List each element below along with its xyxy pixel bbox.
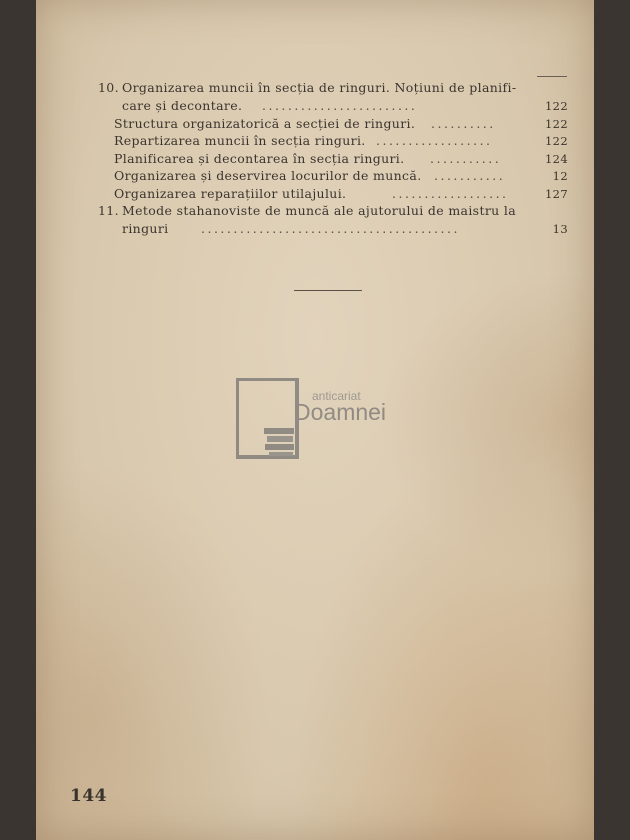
toc-entry-page: 122: [545, 117, 568, 131]
toc-entry-text: Organizarea și deservirea locurilor de muncă.: [114, 168, 422, 183]
toc-entry-page: 127: [545, 187, 568, 201]
section-end-rule: [294, 290, 362, 291]
toc-entry-text: care și decontare.: [122, 98, 243, 113]
toc-entry-page: 122: [545, 99, 568, 113]
watermark-large-text: Doamnei: [294, 399, 387, 425]
toc-entry-text: Planificarea și decontarea în secția ringuri.: [114, 151, 405, 166]
toc-entry-leader-dots: ..........: [431, 116, 496, 131]
toc-entry: [36, 201, 594, 221]
toc-entry: [36, 78, 594, 98]
toc-entry-page: 13: [552, 222, 568, 236]
toc-entry-text: Repartizarea muncii în secția ringuri.: [114, 133, 366, 148]
toc-entry-leader-dots: ...........: [434, 168, 506, 183]
toc-entry: [36, 219, 594, 239]
toc-entry-text: Metode stahanoviste de muncă ale ajutorului de maistru la: [122, 203, 517, 218]
toc-entry-text: Structura organizatorică a secției de ringuri.: [114, 116, 416, 131]
toc-entry-text: ringuri: [122, 221, 169, 236]
toc-entry: [36, 131, 594, 151]
toc-entry-leader-dots: ..................: [376, 133, 493, 148]
toc-entry-leader-dots: ..................: [392, 186, 509, 201]
watermark-logo: [236, 378, 426, 460]
book-stack-icon: [264, 428, 294, 456]
toc-entry-text: Organizarea muncii în secția de ringuri. Noțiuni de planifi-: [122, 80, 517, 95]
toc-entry: [36, 166, 594, 186]
toc-entry-text: Organizarea reparațiilor utilajului.: [114, 186, 347, 201]
toc-entry-page: 124: [545, 152, 568, 166]
book-page: [36, 0, 594, 840]
toc-entry-leader-dots: ........................................: [201, 221, 460, 236]
toc-entry-leader-dots: ...........: [430, 151, 502, 166]
toc-entry-number: 10.: [98, 80, 119, 95]
toc-entry: [36, 96, 594, 116]
watermark-small-text: anticariat: [312, 389, 361, 403]
toc-entry-number: 11.: [98, 203, 119, 218]
page-number: 144: [70, 786, 107, 806]
toc-entry-page: 12: [552, 169, 568, 183]
toc-entry-page: 122: [545, 134, 568, 148]
toc-entry-leader-dots: ........................: [262, 98, 418, 113]
top-rule: [537, 76, 567, 77]
